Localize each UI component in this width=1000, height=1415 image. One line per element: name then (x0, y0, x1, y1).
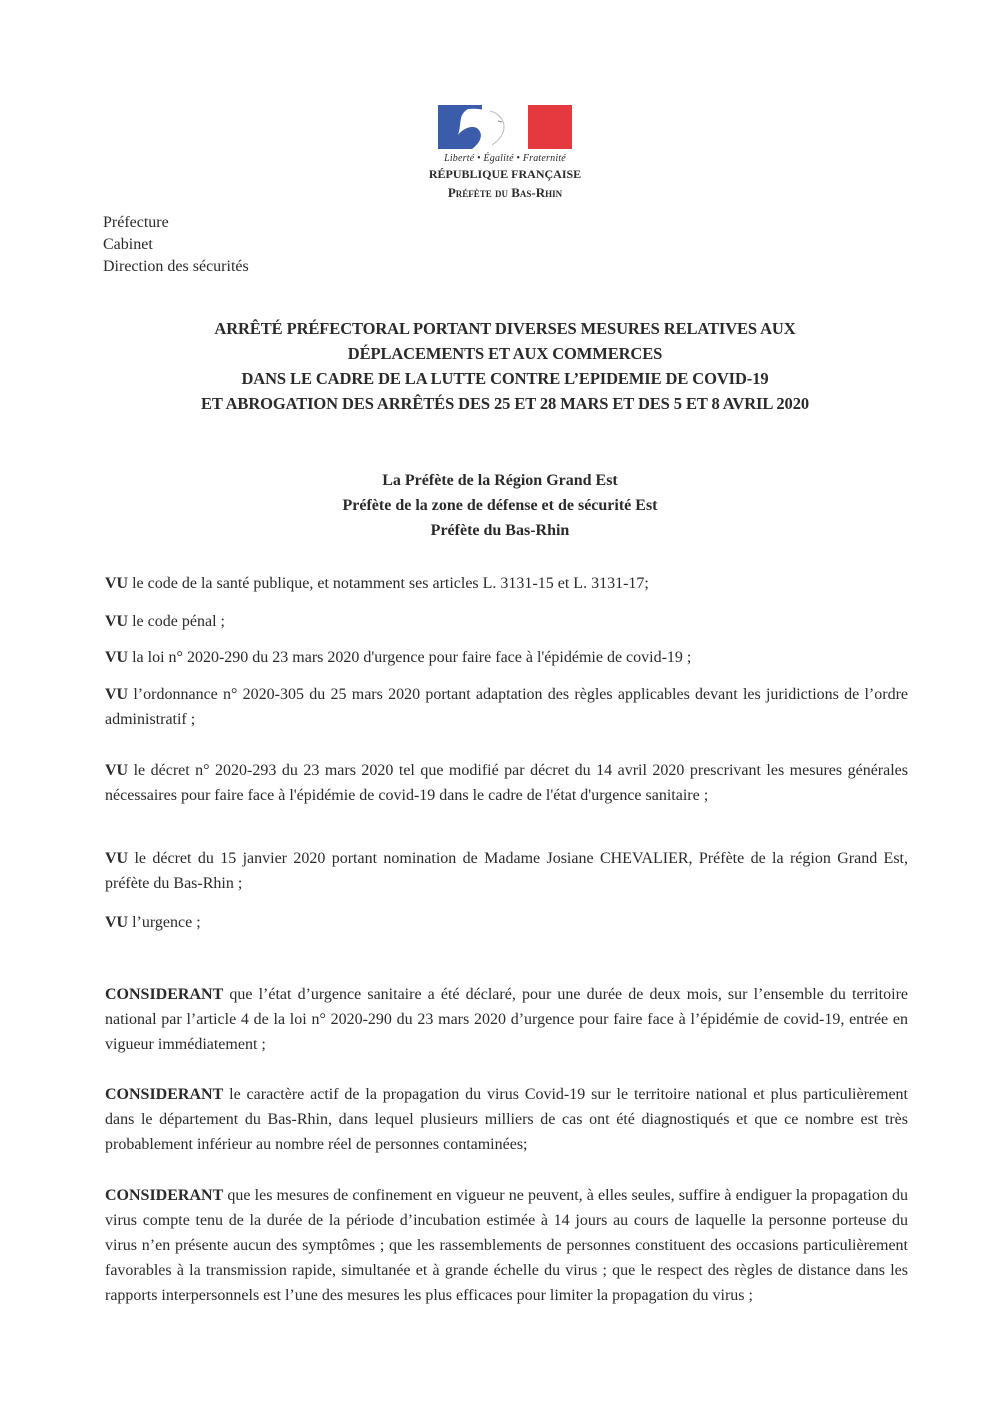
issuing-service (103, 212, 249, 278)
considerant-paragraph (105, 982, 908, 1057)
visa-paragraph (105, 609, 908, 634)
considerant-label: CONSIDERANT (105, 1086, 224, 1103)
title-line-1: ARRÊTÉ PRÉFECTORAL PORTANT DIVERSES MESURES RELATIVES AUX (214, 319, 796, 338)
considerant-label: CONSIDERANT (105, 1187, 224, 1204)
visa-paragraph (105, 910, 908, 935)
visa-paragraph (105, 758, 908, 808)
service-line-cabinet: Cabinet (103, 236, 153, 253)
republic-name: RÉPUBLIQUE FRANÇAISE (428, 167, 582, 181)
visa-paragraph (105, 846, 908, 896)
considerant-paragraph (105, 1082, 908, 1157)
republic-motto: Liberté • Égalité • Fraternité (444, 153, 566, 164)
issuing-authority (200, 468, 800, 543)
title-line-3: DANS LE CADRE DE LA LUTTE CONTRE L’EPIDEMIE DE COVID-19 (241, 369, 769, 388)
authority-line-2: Préfète de la zone de défense et de sécurité Est (342, 497, 658, 514)
considerant-paragraph (105, 1183, 908, 1308)
service-line-prefecture: Préfecture (103, 214, 169, 231)
authority-line-3: Préfète du Bas-Rhin (430, 522, 570, 539)
visa-label: VU (105, 686, 129, 703)
marianne-flag-icon (438, 105, 572, 149)
visa-label: VU (105, 850, 129, 867)
title-line-2: DÉPLACEMENTS ET AUX COMMERCES (347, 344, 663, 363)
visa-paragraph (105, 682, 908, 732)
visa-label: VU (105, 575, 129, 592)
visa-text: le code pénal ; (128, 613, 225, 630)
republique-francaise-logo (420, 105, 590, 201)
visa-text: l’urgence ; (128, 914, 201, 931)
visa-text: la loi n° 2020-290 du 23 mars 2020 d'urgence pour faire face à l'épidémie de covid-19 ; (128, 649, 692, 666)
considerant-text: que les mesures de confinement en vigueur ne peuvent, à elles seules, suffire à endiguer la propagation du virus compte tenu de la durée de la période d’incubation estimée à 14 jours au cours de laquelle la personne porteuse du virus n’en présente aucun des symptômes ; que les rassemblements de personnes constituent des occasions particulièrement favorables à la transmission rapide, simultanée et à grande échelle du virus ; que le respect des règles de distance dans les rapports interpersonnels est l’une des mesures les plus efficaces pour limiter la propagation du virus ; (105, 1187, 908, 1304)
visa-label: VU (105, 613, 129, 630)
visa-text: l’ordonnance n° 2020-305 du 25 mars 2020 portant adaptation des règles applicables devant les juridictions de l’ordre administratif ; (105, 686, 908, 728)
authority-line-1: La Préfète de la Région Grand Est (382, 472, 618, 489)
document-title (120, 316, 890, 416)
visa-text: le code de la santé publique, et notamment ses articles L. 3131-15 et L. 3131-17; (128, 575, 649, 592)
considerant-text: que l’état d’urgence sanitaire a été déclaré, pour une durée de deux mois, sur l’ensemble du territoire national par l’article 4 de la loi n° 2020-290 du 23 mars 2020 d’urgence pour faire face à l’épidémie de covid-19, entrée en vigueur immédiatement ; (105, 986, 908, 1053)
considerant-text: le caractère actif de la propagation du virus Covid-19 sur le territoire national et plus particulièrement dans le département du Bas-Rhin, dans lequel plusieurs milliers de cas ont été diagnostiqués et que ce nombre est très probablement inférieur au nombre réel de personnes contaminées; (105, 1086, 908, 1153)
visa-label: VU (105, 649, 129, 666)
prefecture-name: Préfète du Bas-Rhin (447, 185, 563, 200)
title-line-4: ET ABROGATION DES ARRÊTÉS DES 25 ET 28 MARS ET DES 5 ET 8 AVRIL 2020 (200, 394, 810, 413)
visa-text: le décret du 15 janvier 2020 portant nomination de Madame Josiane CHEVALIER, Préfète de la région Grand Est, préfète du Bas-Rhin ; (105, 850, 908, 892)
visa-label: VU (105, 914, 129, 931)
visa-paragraph (105, 645, 908, 670)
service-line-direction: Direction des sécurités (103, 258, 249, 275)
considerant-label: CONSIDERANT (105, 986, 224, 1003)
visa-paragraph (105, 571, 908, 596)
visa-text: le décret n° 2020-293 du 23 mars 2020 tel que modifié par décret du 14 avril 2020 prescrivant les mesures générales nécessaires pour faire face à l'épidémie de covid-19 dans le cadre de l'état d'urgence sanitaire ; (105, 762, 908, 804)
visa-label: VU (105, 762, 129, 779)
